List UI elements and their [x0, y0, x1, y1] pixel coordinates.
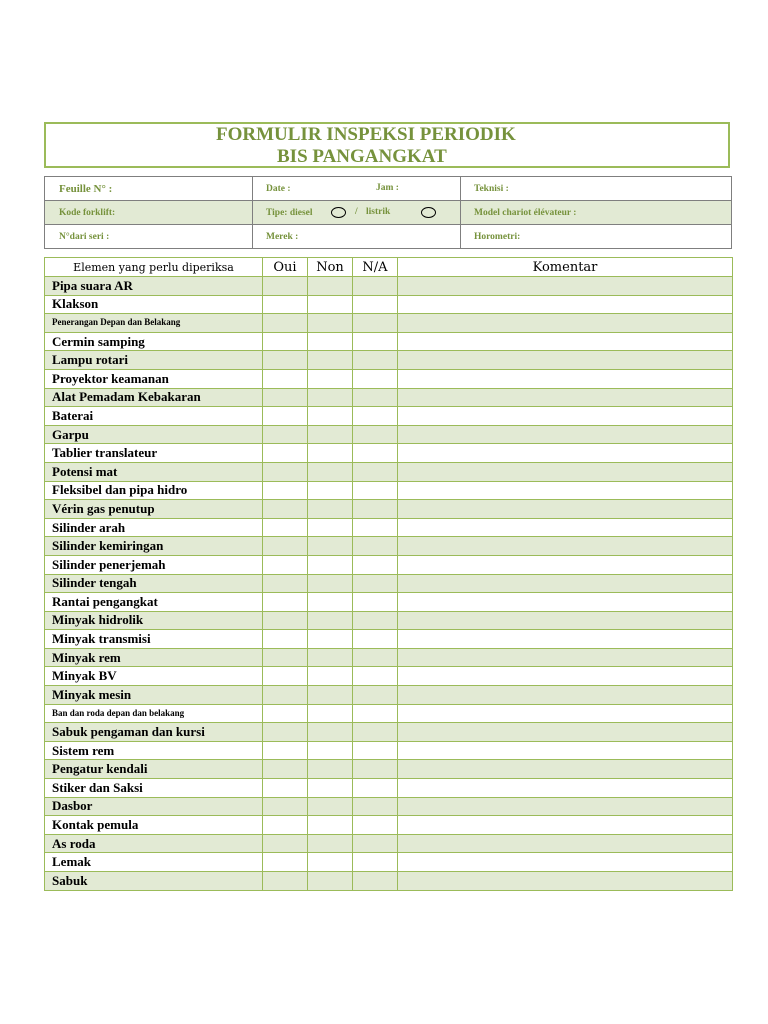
item-label: Penerangan Depan dan Belakang — [45, 314, 263, 333]
non-cell[interactable] — [308, 704, 353, 723]
item-label: Stiker dan Saksi — [45, 779, 263, 798]
oui-cell[interactable] — [263, 760, 308, 779]
item-label: Silinder penerjemah — [45, 555, 263, 574]
table-row — [45, 351, 733, 370]
oui-cell[interactable] — [263, 704, 308, 723]
na-cell[interactable] — [353, 611, 398, 630]
merek-field[interactable] — [253, 225, 461, 249]
non-cell[interactable] — [308, 555, 353, 574]
komentar-cell[interactable] — [398, 760, 733, 779]
item-label: Fleksibel dan pipa hidro — [45, 481, 263, 500]
na-cell[interactable] — [353, 574, 398, 593]
horometri-field[interactable] — [461, 225, 732, 249]
table-row — [45, 723, 733, 742]
na-cell[interactable] — [353, 779, 398, 798]
komentar-cell[interactable] — [398, 797, 733, 816]
diesel-radio[interactable] — [331, 207, 346, 218]
feuille-label: Feuille N° : — [59, 182, 113, 195]
non-cell[interactable] — [308, 277, 353, 296]
oui-cell[interactable] — [263, 648, 308, 667]
na-cell[interactable] — [353, 686, 398, 705]
table-row — [45, 537, 733, 556]
table-row — [45, 872, 733, 891]
table-row — [45, 760, 733, 779]
komentar-cell[interactable] — [398, 518, 733, 537]
table-row — [45, 407, 733, 426]
komentar-cell[interactable] — [398, 351, 733, 370]
non-cell[interactable] — [308, 462, 353, 481]
item-label: Lampu rotari — [45, 351, 263, 370]
komentar-cell[interactable] — [398, 853, 733, 872]
item-label: Minyak BV — [45, 667, 263, 686]
komentar-cell[interactable] — [398, 816, 733, 835]
na-cell[interactable] — [353, 388, 398, 407]
oui-cell[interactable] — [263, 779, 308, 798]
non-cell[interactable] — [308, 686, 353, 705]
item-label: Pipa suara AR — [45, 277, 263, 296]
komentar-cell[interactable] — [398, 314, 733, 333]
komentar-cell[interactable] — [398, 369, 733, 388]
komentar-cell[interactable] — [398, 686, 733, 705]
header-non: Non — [308, 258, 353, 277]
non-cell[interactable] — [308, 593, 353, 612]
oui-cell[interactable] — [263, 574, 308, 593]
form-title-line1: FORMULIR INSPEKSI PERIODIK — [216, 124, 516, 145]
date-label: Date : — [266, 183, 291, 194]
item-label: Silinder arah — [45, 518, 263, 537]
table-row — [45, 593, 733, 612]
table-row — [45, 574, 733, 593]
item-label: Rantai pengangkat — [45, 593, 263, 612]
komentar-cell[interactable] — [398, 481, 733, 500]
item-label: Sabuk — [45, 872, 263, 891]
na-cell[interactable] — [353, 853, 398, 872]
non-cell[interactable] — [308, 369, 353, 388]
feuille-field[interactable] — [45, 177, 253, 201]
item-label: Sabuk pengaman dan kursi — [45, 723, 263, 742]
oui-cell[interactable] — [263, 834, 308, 853]
na-cell[interactable] — [353, 667, 398, 686]
oui-cell[interactable] — [263, 388, 308, 407]
na-cell[interactable] — [353, 332, 398, 351]
tipe-label: Tipe: diesel — [266, 207, 313, 218]
komentar-cell[interactable] — [398, 779, 733, 798]
oui-cell[interactable] — [263, 686, 308, 705]
non-cell[interactable] — [308, 853, 353, 872]
na-cell[interactable] — [353, 295, 398, 314]
komentar-cell[interactable] — [398, 667, 733, 686]
non-cell[interactable] — [308, 537, 353, 556]
item-label: Baterai — [45, 407, 263, 426]
komentar-cell[interactable] — [398, 425, 733, 444]
item-label: Minyak transmisi — [45, 630, 263, 649]
na-cell[interactable] — [353, 797, 398, 816]
komentar-cell[interactable] — [398, 872, 733, 891]
nodari-seri-label: N°dari seri : — [59, 231, 110, 242]
non-cell[interactable] — [308, 314, 353, 333]
na-cell[interactable] — [353, 314, 398, 333]
non-cell[interactable] — [308, 816, 353, 835]
header-na: N/A — [353, 258, 398, 277]
na-cell[interactable] — [353, 369, 398, 388]
oui-cell[interactable] — [263, 332, 308, 351]
non-cell[interactable] — [308, 667, 353, 686]
non-cell[interactable] — [308, 779, 353, 798]
oui-cell[interactable] — [263, 667, 308, 686]
table-row — [45, 630, 733, 649]
table-row — [45, 779, 733, 798]
kode-forklift-field[interactable] — [45, 201, 253, 225]
non-cell[interactable] — [308, 407, 353, 426]
na-cell[interactable] — [353, 630, 398, 649]
item-label: Klakson — [45, 295, 263, 314]
item-label: Vérin gas penutup — [45, 500, 263, 519]
table-row — [45, 816, 733, 835]
komentar-cell[interactable] — [398, 462, 733, 481]
table-row — [45, 686, 733, 705]
table-row — [45, 369, 733, 388]
komentar-cell[interactable] — [398, 704, 733, 723]
non-cell[interactable] — [308, 500, 353, 519]
oui-cell[interactable] — [263, 444, 308, 463]
na-cell[interactable] — [353, 760, 398, 779]
oui-cell[interactable] — [263, 741, 308, 760]
oui-cell[interactable] — [263, 314, 308, 333]
table-row — [45, 481, 733, 500]
oui-cell[interactable] — [263, 593, 308, 612]
table-row — [45, 332, 733, 351]
na-cell[interactable] — [353, 593, 398, 612]
non-cell[interactable] — [308, 611, 353, 630]
table-row — [45, 425, 733, 444]
table-row — [45, 611, 733, 630]
date-jam-field[interactable] — [253, 177, 461, 201]
table-row — [45, 277, 733, 296]
na-cell[interactable] — [353, 500, 398, 519]
item-label: Potensi mat — [45, 462, 263, 481]
item-label: Dasbor — [45, 797, 263, 816]
item-label: Minyak rem — [45, 648, 263, 667]
oui-cell[interactable] — [263, 797, 308, 816]
item-label: Silinder tengah — [45, 574, 263, 593]
tipe-field — [253, 201, 461, 225]
na-cell[interactable] — [353, 704, 398, 723]
nodari-seri-field[interactable] — [45, 225, 253, 249]
komentar-cell[interactable] — [398, 388, 733, 407]
na-cell[interactable] — [353, 425, 398, 444]
item-label: Ban dan roda depan dan belakang — [45, 704, 263, 723]
na-cell[interactable] — [353, 648, 398, 667]
na-cell[interactable] — [353, 277, 398, 296]
table-row — [45, 462, 733, 481]
na-cell[interactable] — [353, 518, 398, 537]
item-label: Proyektor keamanan — [45, 369, 263, 388]
table-row — [45, 741, 733, 760]
form-title-line2: BIS PANGANGKAT — [277, 146, 447, 167]
table-row — [45, 314, 733, 333]
item-label: Minyak hidrolik — [45, 611, 263, 630]
info-table — [44, 176, 732, 249]
komentar-cell[interactable] — [398, 555, 733, 574]
komentar-cell[interactable] — [398, 630, 733, 649]
na-cell[interactable] — [353, 351, 398, 370]
item-label: Garpu — [45, 425, 263, 444]
teknisi-label: Teknisi : — [474, 183, 509, 194]
header-oui: Oui — [263, 258, 308, 277]
na-cell[interactable] — [353, 723, 398, 742]
na-cell[interactable] — [353, 555, 398, 574]
non-cell[interactable] — [308, 834, 353, 853]
oui-cell[interactable] — [263, 723, 308, 742]
table-row — [45, 853, 733, 872]
table-row — [45, 834, 733, 853]
table-row — [45, 704, 733, 723]
item-label: Sistem rem — [45, 741, 263, 760]
oui-cell[interactable] — [263, 500, 308, 519]
komentar-cell[interactable] — [398, 277, 733, 296]
horometri-label: Horometri: — [474, 231, 521, 242]
non-cell[interactable] — [308, 332, 353, 351]
na-cell[interactable] — [353, 481, 398, 500]
komentar-cell[interactable] — [398, 295, 733, 314]
oui-cell[interactable] — [263, 537, 308, 556]
non-cell[interactable] — [308, 574, 353, 593]
komentar-cell[interactable] — [398, 407, 733, 426]
item-label: Alat Pemadam Kebakaran — [45, 388, 263, 407]
form-title-box — [44, 122, 730, 168]
oui-cell[interactable] — [263, 369, 308, 388]
komentar-cell[interactable] — [398, 537, 733, 556]
table-row — [45, 388, 733, 407]
non-cell[interactable] — [308, 518, 353, 537]
model-label: Model chariot élévateur : — [474, 207, 577, 218]
non-cell[interactable] — [308, 723, 353, 742]
non-cell[interactable] — [308, 351, 353, 370]
item-label: Pengatur kendali — [45, 760, 263, 779]
table-row — [45, 444, 733, 463]
oui-cell[interactable] — [263, 407, 308, 426]
table-row — [45, 500, 733, 519]
table-row — [45, 648, 733, 667]
oui-cell[interactable] — [263, 481, 308, 500]
komentar-cell[interactable] — [398, 593, 733, 612]
non-cell[interactable] — [308, 760, 353, 779]
teknisi-field[interactable] — [461, 177, 732, 201]
komentar-cell[interactable] — [398, 741, 733, 760]
na-cell[interactable] — [353, 741, 398, 760]
komentar-cell[interactable] — [398, 574, 733, 593]
table-row — [45, 518, 733, 537]
non-cell[interactable] — [308, 648, 353, 667]
non-cell[interactable] — [308, 481, 353, 500]
table-row — [45, 667, 733, 686]
table-row — [45, 555, 733, 574]
na-cell[interactable] — [353, 537, 398, 556]
tipe-separator: / — [355, 207, 358, 217]
merek-label: Merek : — [266, 231, 299, 242]
table-row — [45, 797, 733, 816]
na-cell[interactable] — [353, 462, 398, 481]
oui-cell[interactable] — [263, 518, 308, 537]
oui-cell[interactable] — [263, 816, 308, 835]
non-cell[interactable] — [308, 425, 353, 444]
item-label: Cermin samping — [45, 332, 263, 351]
oui-cell[interactable] — [263, 555, 308, 574]
header-komentar: Komentar — [398, 258, 733, 277]
oui-cell[interactable] — [263, 295, 308, 314]
na-cell[interactable] — [353, 444, 398, 463]
non-cell[interactable] — [308, 630, 353, 649]
na-cell[interactable] — [353, 834, 398, 853]
jam-label: Jam : — [376, 183, 399, 193]
non-cell[interactable] — [308, 741, 353, 760]
oui-cell[interactable] — [263, 277, 308, 296]
item-label: Lemak — [45, 853, 263, 872]
komentar-cell[interactable] — [398, 444, 733, 463]
non-cell[interactable] — [308, 797, 353, 816]
kode-forklift-label: Kode forklift: — [59, 207, 116, 218]
oui-cell[interactable] — [263, 425, 308, 444]
oui-cell[interactable] — [263, 630, 308, 649]
komentar-cell[interactable] — [398, 611, 733, 630]
item-label: As roda — [45, 834, 263, 853]
non-cell[interactable] — [308, 295, 353, 314]
non-cell[interactable] — [308, 388, 353, 407]
oui-cell[interactable] — [263, 462, 308, 481]
na-cell[interactable] — [353, 872, 398, 891]
model-field[interactable] — [461, 201, 732, 225]
non-cell[interactable] — [308, 444, 353, 463]
komentar-cell[interactable] — [398, 723, 733, 742]
non-cell[interactable] — [308, 872, 353, 891]
listrik-radio[interactable] — [421, 207, 436, 218]
item-label: Silinder kemiringan — [45, 537, 263, 556]
komentar-cell[interactable] — [398, 500, 733, 519]
table-row — [45, 295, 733, 314]
item-label: Tablier translateur — [45, 444, 263, 463]
na-cell[interactable] — [353, 407, 398, 426]
na-cell[interactable] — [353, 816, 398, 835]
oui-cell[interactable] — [263, 853, 308, 872]
komentar-cell[interactable] — [398, 648, 733, 667]
item-label: Minyak mesin — [45, 686, 263, 705]
inspection-table — [44, 257, 733, 891]
oui-cell[interactable] — [263, 872, 308, 891]
komentar-cell[interactable] — [398, 834, 733, 853]
oui-cell[interactable] — [263, 351, 308, 370]
header-element: Elemen yang perlu diperiksa — [45, 258, 263, 277]
komentar-cell[interactable] — [398, 332, 733, 351]
listrik-label: listrik — [366, 207, 391, 217]
oui-cell[interactable] — [263, 611, 308, 630]
item-label: Kontak pemula — [45, 816, 263, 835]
